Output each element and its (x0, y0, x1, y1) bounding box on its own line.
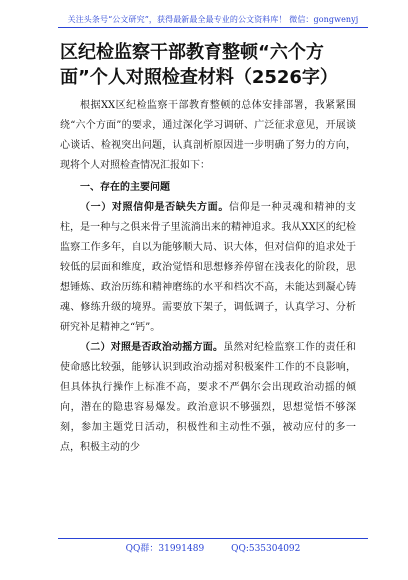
item-2-paragraph (60, 338, 356, 458)
item-2-heading: （二）对照是否政治动摇方面。 (80, 342, 224, 353)
item-2-text: 虽然对纪检监察工作的责任和使命感比较强，能够认识到政治动摇对积极案件工作的不良影响，但具体执行操作上标准不高，要求不严偶尔会出现政治动摇的倾向，潜在的隐患容易爆发。政治意识不够强烈，思想觉悟不够深刻，参加主题党日活动，积极性和主动性不强，被动应付的多一点，积极主动的少 (60, 342, 357, 453)
header-banner: 关注头条号“公文研究”，获得最新最全最专业的公文资料库！ 微信：gongwenyj (67, 15, 359, 24)
footer (58, 541, 368, 554)
footer-qq: QQ:535304092 (231, 544, 301, 554)
document-body (60, 96, 356, 458)
footer-qq-group: QQ群：31991489 (125, 544, 205, 554)
header-divider (58, 27, 368, 28)
intro-paragraph: 根据XX区纪检监察干部教育整顿的总体安排部署，我紧紧围绕“六个方面”的要求，通过深化学习调研、广泛征求意见，开展谈心谈话、检视突出问题，认真剖析原因进一步明确了努力的方向，现将个人对照检查情况汇报如下： (60, 100, 356, 171)
item-1-paragraph (60, 198, 356, 338)
document-title: 区纪检监察干部教育整顿“六个方面”个人对照检查材料（2526字） (60, 42, 338, 88)
item-1-heading: （一）对照信仰是否缺失方面。 (80, 202, 229, 213)
item-1-text: 信仰是一种灵魂和精神的支柱，是一种与之俱来骨子里流淌出来的精神追求。我从XX区的纪检监察工作多年，自以为能够顺大局、识大体，但对信仰的追求处于较低的层面和维度，政治觉悟和思想修养停留在浅表化的阶段，思想锤炼、政治历练和精神磨练的水平和档次不高，未能达到凝心铸魂、修练升级的境界。需要放下架子，调低调子，认真学习、分析研究补足精神之“钙”。 (60, 202, 357, 333)
section-1-heading: 一、存在的主要问题 (80, 182, 170, 193)
footer-divider (58, 538, 368, 539)
